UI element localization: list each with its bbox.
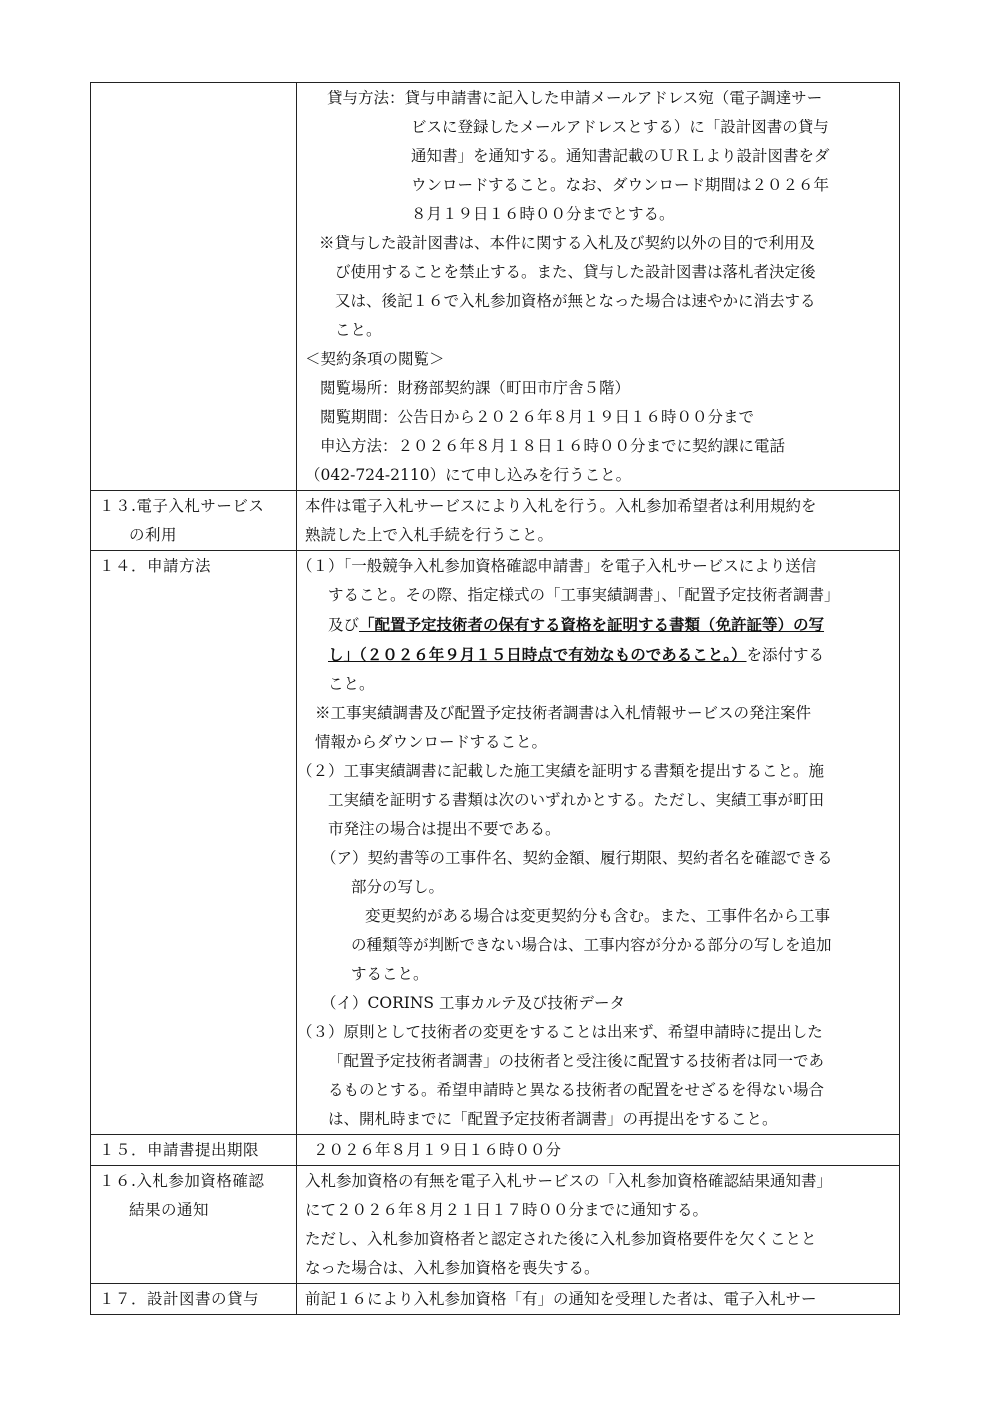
emphasized-text: 「配置予定技術者の保有する資格を証明する書類（免許証等）の写 — [359, 615, 825, 634]
table-row-13 — [91, 490, 899, 550]
table-row-12 — [91, 83, 899, 490]
text-line: 閲覧場所：財務部契約課（町田市庁舎５階） — [320, 379, 631, 397]
text-line: にて２０２６年８月２１日１７時００分までに通知する。 — [305, 1201, 709, 1219]
label-line: 結果の通知 — [129, 1201, 210, 1219]
row-17-label — [91, 1284, 297, 1314]
text-line: （ア）契約書等の工事件名、契約金額、履行期限、契約者名を確認できる — [321, 849, 833, 867]
row-15-content — [297, 1135, 899, 1165]
text-line: なった場合は、入札参加資格を喪失する。 — [305, 1259, 600, 1277]
text-line: （042-724-2110）にて申し込みを行うこと。 — [305, 466, 632, 484]
text-line: は、開札時までに「配置予定技術者調書」の再提出をすること。 — [328, 1110, 778, 1128]
row-16-label — [91, 1166, 297, 1283]
row-13-content — [297, 491, 899, 550]
text-line: 情報からダウンロードすること。 — [315, 733, 548, 751]
text-line: 部分の写し。 — [351, 878, 445, 896]
text-line: こと。 — [328, 675, 375, 693]
row-15-label — [91, 1135, 297, 1165]
emphasized-text: し」（２０２６年９月１５日時点で有効なものであること。） — [328, 645, 747, 664]
text-line: ウンロードすること。なお、ダウンロード期間は２０２６年 — [411, 176, 830, 194]
text-line: ※工事実績調書及び配置予定技術者調書は入札情報サービスの発注案件 — [315, 704, 812, 722]
text-line: （１）「一般競争入札参加資格確認申請書」を電子入札サービスにより送信 — [297, 557, 817, 575]
text-line: 「配置予定技術者調書」の技術者と受注後に配置する技術者は同一であ — [328, 1052, 825, 1070]
text-line: 工実績を証明する書類は次のいずれかとする。ただし、実績工事が町田 — [328, 791, 825, 809]
label-line: １５．申請書提出期限 — [99, 1141, 260, 1159]
text-line: （イ）CORINS 工事カルテ及び技術データ — [321, 994, 625, 1012]
label-line: １７．設計図書の貸与 — [99, 1290, 260, 1308]
text-line: 申込方法：２０２６年８月１８日１６時００分までに契約課に電話 — [320, 437, 786, 455]
text-line: すること。 — [351, 965, 429, 983]
text-line: 通知書」を通知する。通知書記載のＵＲＬより設計図書をダ — [411, 147, 830, 165]
text-line: ただし、入札参加資格者と認定された後に入札参加資格要件を欠くことと — [305, 1230, 817, 1248]
text-line: 熟読した上で入札手続を行うこと。 — [305, 526, 554, 544]
row-14-content — [297, 551, 899, 1134]
conditions-table — [90, 82, 900, 1315]
text-line: 入札参加資格の有無を電子入札サービスの「入札参加資格確認結果通知書」 — [305, 1172, 833, 1190]
text-segment: 及び — [328, 616, 360, 634]
text-line: ８月１９日１６時００分までとする。 — [411, 205, 675, 223]
text-line: るものとする。希望申請時と異なる技術者の配置をせざるを得ない場合 — [328, 1081, 825, 1099]
text-line: （３）原則として技術者の変更をすることは出来ず、希望申請時に提出した — [297, 1023, 823, 1041]
label-line: １４．申請方法 — [99, 557, 212, 575]
text-line: 変更契約がある場合は変更契約分も含む。また、工事件名から工事 — [365, 907, 831, 925]
text-line: 又は、後記１６で入札参加資格が無となった場合は速やかに消去する — [335, 292, 816, 310]
text-line: 閲覧期間：公告日から２０２６年８月１９日１６時００分まで — [320, 408, 755, 426]
text-line — [297, 610, 891, 640]
table-row-17 — [91, 1283, 899, 1314]
text-line: ビスに登録したメールアドレスとする）に「設計図書の貸与 — [411, 118, 829, 136]
text-segment: を添付する — [746, 646, 825, 664]
row-14-label — [91, 551, 297, 1134]
row-13-label — [91, 491, 297, 550]
text-line: の種類等が判断できない場合は、工事内容が分かる部分の写しを追加 — [351, 936, 832, 954]
table-row-14 — [91, 550, 899, 1134]
text-line: 貸与方法：貸与申請書に記入した申請メールアドレス宛（電子調達サー — [327, 89, 823, 107]
row-12-content — [297, 83, 899, 490]
text-line: （２）工事実績調書に記載した施工実績を証明する書類を提出すること。施 — [297, 762, 825, 780]
table-row-16 — [91, 1165, 899, 1283]
text-line: ２０２６年８月１９日１６時００分 — [313, 1141, 562, 1159]
section-heading: ＜契約条項の閲覧＞ — [305, 350, 445, 368]
label-line: １３.電子入札サービス — [99, 497, 265, 515]
text-line: ※貸与した設計図書は、本件に関する入札及び契約以外の目的で利用及 — [319, 234, 816, 252]
text-line: 前記１６により入札参加資格「有」の通知を受理した者は、電子入札サー — [305, 1290, 817, 1308]
row-12-label — [91, 83, 297, 490]
label-line: の利用 — [129, 526, 178, 544]
label-line: １６.入札参加資格確認 — [99, 1172, 265, 1190]
text-line: こと。 — [335, 321, 382, 339]
text-line — [297, 640, 891, 670]
text-line: び使用することを禁止する。また、貸与した設計図書は落札者決定後 — [335, 263, 816, 281]
row-17-content — [297, 1284, 899, 1314]
row-16-content — [297, 1166, 899, 1283]
text-line: 本件は電子入札サービスにより入札を行う。入札参加希望者は利用規約を — [305, 497, 817, 515]
table-row-15 — [91, 1134, 899, 1165]
text-line: 市発注の場合は提出不要である。 — [328, 820, 561, 838]
text-line: すること。その際、指定様式の「工事実績調書」、「配置予定技術者調書」 — [328, 586, 840, 604]
